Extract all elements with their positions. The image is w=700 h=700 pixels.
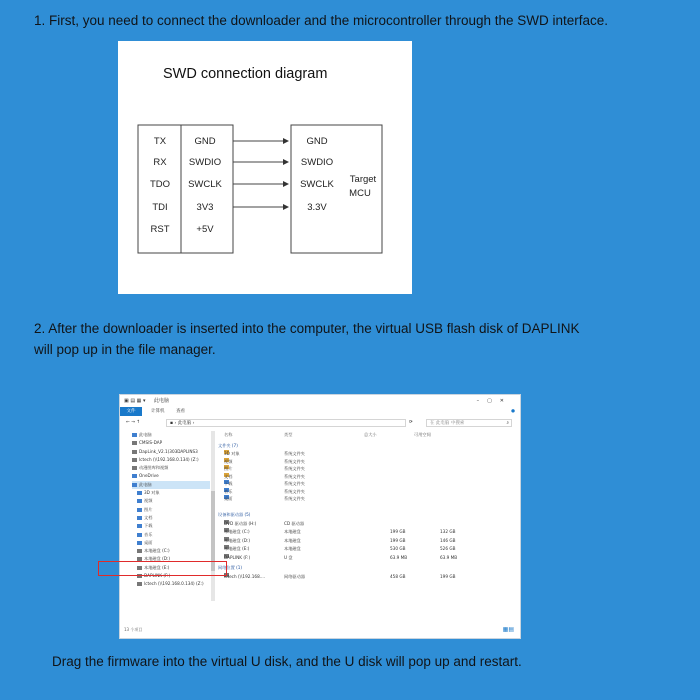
nav-pane [132,431,210,621]
pin-tdi: TDI [152,202,168,213]
list-item[interactable]: 3D 对象 系统文件夹 [224,451,305,456]
pin-swclk: SWCLK [188,179,222,190]
nav-item[interactable]: 下载 [132,522,210,530]
list-item[interactable]: 本地磁盘 (C:) 本地磁盘 199 GB 132 GB [224,529,456,534]
target-label-1: Target [349,174,377,185]
nav-item[interactable]: 文档 [132,514,210,522]
nav-item[interactable]: 此电脑 [132,481,210,489]
list-item[interactable]: 音乐 系统文件夹 [224,488,305,494]
nav-item[interactable]: 音乐 [132,531,210,539]
nav-item[interactable]: lctech (\\192.168.0.134) (Z:) [132,456,210,464]
search-icon: ⌕ [506,421,509,426]
target-swdio: SWDIO [300,157,334,168]
content-pane [218,431,518,626]
nav-item[interactable]: 3D 对象 [132,489,210,497]
list-item[interactable]: 本地磁盘 (E:) 本地磁盘 530 GB 526 GB [224,546,456,551]
list-item[interactable]: 文档 系统文件夹 [224,473,305,479]
step-2-line-2: will pop up in the file manager. [34,342,216,357]
pin-rst: RST [150,224,170,235]
column-header [218,431,518,439]
list-item[interactable]: 图片 系统文件夹 [224,466,305,471]
pin-swdio: SWDIO [188,157,222,168]
search-placeholder: 在 此电脑 中搜索 [430,421,465,426]
step-2-text [34,318,580,360]
tab-file[interactable]: 文件 [120,407,142,416]
daplink-highlight-box [98,561,227,576]
footer-text: Drag the firmware into the virtual U disk, and the U disk will pop up and restart. [52,654,522,669]
step-2-line-1: 2. After the downloader is inserted into the computer, the virtual USB flash disk of DAPLINK [34,321,580,336]
target-gnd: GND [306,136,328,147]
status-bar: 13 个项目 [124,627,143,632]
address-path: ▪ › 此电脑 › [170,421,195,426]
nav-item[interactable]: 桌面 [132,539,210,547]
list-item[interactable]: 下载 系统文件夹 [224,481,305,486]
file-explorer-screenshot [119,394,521,639]
pin-tx: TX [153,136,167,147]
title-bar [120,395,520,407]
nav-arrows-icon[interactable]: ← → ↑ [126,420,141,425]
tab-computer[interactable]: 计算机 [151,409,165,414]
col-free[interactable]: 可用空间 [414,432,431,437]
quick-access-icons: ▣ ▤ ▦ ▾ [124,398,146,404]
target-label-2: MCU [349,188,371,199]
nav-item[interactable]: OneDrive [132,472,210,480]
pin-3v3: 3V3 [196,202,214,213]
ribbon-tabs [120,407,520,416]
nav-item[interactable]: 本地磁盘 (D:) [132,555,210,563]
pin-rx: RX [153,157,167,168]
nav-item[interactable]: 视频 [132,497,210,505]
nav-item[interactable]: 本地磁盘 (C:) [132,547,210,555]
daplink-drive-row[interactable]: DAPLINK (F:) U 盘 63.9 MB 63.9 MB [224,554,458,560]
group-devices[interactable]: 设备和驱动器 (5) [218,512,251,517]
target-swclk: SWCLK [300,179,334,190]
window-controls[interactable]: –▢✕ [476,398,512,404]
address-bar[interactable] [166,419,406,427]
list-item[interactable]: 桌面 系统文件夹 [224,496,305,501]
nav-item[interactable]: lctech (\\192.168.0.134) (Z:) [132,580,210,588]
scroll-thumb[interactable] [211,491,215,571]
list-item[interactable]: 本地磁盘 (D:) 本地磁盘 199 GB 146 GB [224,537,456,543]
nav-item[interactable]: 本地磁盘 (E:) [132,564,210,572]
pin-tdo: TDO [149,179,171,190]
nav-item[interactable]: CMSIS-DAP [132,439,210,447]
list-item[interactable]: 视频 系统文件夹 [224,458,305,464]
search-box[interactable] [426,419,512,427]
col-name[interactable]: 名称 [224,432,233,437]
nav-item[interactable]: 图片 [132,506,210,514]
window-title: 此电脑 [154,398,170,404]
swd-diagram-panel [118,41,412,294]
group-folders[interactable]: 文件夹 (7) [218,443,238,448]
tab-view[interactable]: 查看 [176,409,185,414]
swd-diagram [118,41,412,294]
col-total[interactable]: 总大小 [364,432,377,437]
list-item[interactable]: lctech (\\192.168.... 网络驱动器 458 GB 199 GB [224,574,456,579]
address-row [120,418,520,428]
col-type[interactable]: 类型 [284,432,293,437]
diagram-title: SWD connection diagram [163,66,328,82]
view-toggle-icon[interactable]: ▦▤ [502,626,514,633]
nav-item[interactable]: DapLink_V2.1(303DAPLINS3 [132,448,210,456]
nav-item[interactable]: 动漫图库和视频 [132,464,210,472]
group-network[interactable]: 网络位置 (1) [218,565,243,570]
list-item[interactable]: DVD 驱动器 (H:) CD 驱动器 [224,520,305,526]
refresh-icon[interactable]: ⟳ [409,420,413,425]
pin-5v: +5V [196,224,214,235]
help-icon[interactable]: ● [511,409,515,414]
target-3v3: 3.3V [307,202,327,213]
nav-item[interactable]: 此电脑 [132,431,210,439]
pin-gnd: GND [194,136,216,147]
nav-item[interactable]: DAPLINK (F:) [132,572,210,580]
step-1-text: 1. First, you need to connect the downloader and the microcontroller through the SWD interface. [34,13,609,28]
